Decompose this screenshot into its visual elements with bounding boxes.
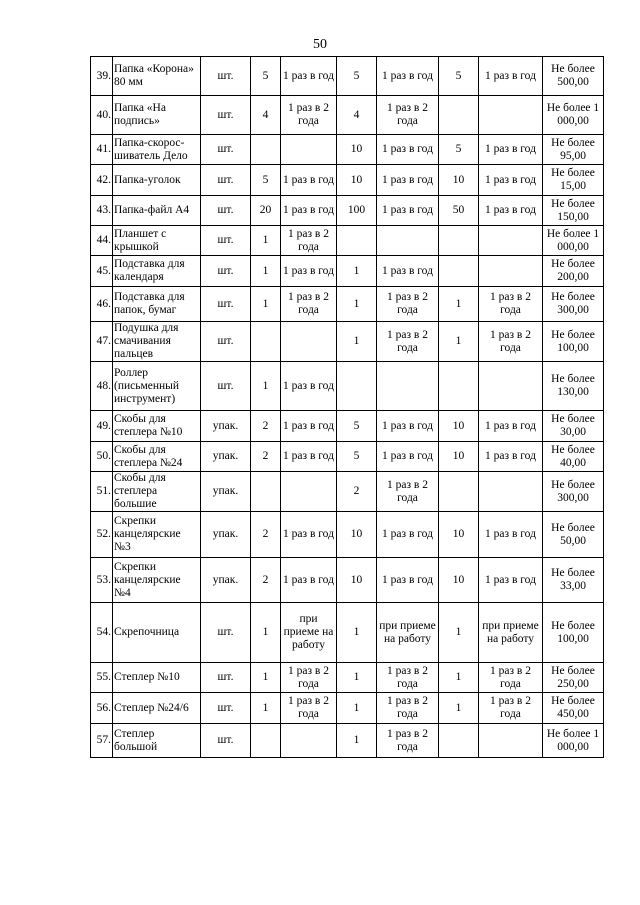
quantity-group-1: 5 [251,57,281,96]
item-name: Скрепки канцелярские №3 [113,512,201,558]
item-name: Скобы для степлера большие [113,472,201,512]
frequency-group-3: 1 раз в год [479,165,543,196]
table-row [91,603,604,663]
frequency-group-3 [479,362,543,411]
item-name: Степлер №24/6 [113,693,201,724]
quantity-group-2: 1 [337,322,377,362]
unit: шт. [201,322,251,362]
quantity-group-1: 5 [251,165,281,196]
quantity-group-3 [439,472,479,512]
quantity-group-2: 5 [337,411,377,442]
price-limit: Не более 1 000,00 [543,226,604,256]
frequency-group-1: 1 раз в год [281,558,337,603]
row-number: 43. [91,196,113,226]
frequency-group-1: 1 раз в 2 года [281,226,337,256]
quantity-group-3 [439,362,479,411]
table-row [91,287,604,322]
quantity-group-2 [337,226,377,256]
quantity-group-1: 1 [251,256,281,287]
frequency-group-1 [281,724,337,758]
item-name: Роллер (письменный инструмент) [113,362,201,411]
row-number: 56. [91,693,113,724]
row-number: 47. [91,322,113,362]
quantity-group-2: 5 [337,57,377,96]
unit: шт. [201,57,251,96]
item-name: Подушка для смачивания пальцев [113,322,201,362]
item-name: Папка-уголок [113,165,201,196]
quantity-group-3 [439,226,479,256]
frequency-group-2: 1 раз в 2 года [377,96,439,135]
row-number: 46. [91,287,113,322]
price-limit: Не более 33,00 [543,558,604,603]
price-limit: Не более 200,00 [543,256,604,287]
table-row [91,135,604,165]
frequency-group-2: 1 раз в год [377,57,439,96]
table-row [91,226,604,256]
quantity-group-3 [439,96,479,135]
price-limit: Не более 130,00 [543,362,604,411]
frequency-group-2 [377,362,439,411]
item-name: Степлер №10 [113,663,201,693]
frequency-group-2: 1 раз в 2 года [377,693,439,724]
frequency-group-1: 1 раз в год [281,512,337,558]
frequency-group-1 [281,472,337,512]
frequency-group-1: 1 раз в год [281,196,337,226]
frequency-group-1: 1 раз в 2 года [281,693,337,724]
quantity-group-1 [251,322,281,362]
price-limit: Не более 450,00 [543,693,604,724]
frequency-group-2: 1 раз в год [377,135,439,165]
quantity-group-1 [251,472,281,512]
item-name: Скрепки канцелярские №4 [113,558,201,603]
frequency-group-3 [479,724,543,758]
row-number: 40. [91,96,113,135]
quantity-group-1 [251,135,281,165]
frequency-group-3: 1 раз в год [479,196,543,226]
frequency-group-3: 1 раз в год [479,57,543,96]
quantity-group-1: 1 [251,693,281,724]
frequency-group-3: 1 раз в год [479,442,543,472]
frequency-group-1: 1 раз в год [281,165,337,196]
row-number: 54. [91,603,113,663]
quantity-group-3: 1 [439,322,479,362]
row-number: 52. [91,512,113,558]
row-number: 50. [91,442,113,472]
frequency-group-3: 1 раз в год [479,558,543,603]
row-number: 48. [91,362,113,411]
frequency-group-3 [479,256,543,287]
quantity-group-3 [439,256,479,287]
row-number: 45. [91,256,113,287]
quantity-group-2: 1 [337,256,377,287]
price-limit: Не более 30,00 [543,411,604,442]
table-row [91,442,604,472]
price-limit: Не более 40,00 [543,442,604,472]
item-name: Планшет с крышкой [113,226,201,256]
table-row [91,165,604,196]
quantity-group-1: 2 [251,558,281,603]
price-limit: Не более 300,00 [543,472,604,512]
unit: упак. [201,512,251,558]
item-name: Степлер большой [113,724,201,758]
unit: шт. [201,603,251,663]
quantity-group-1: 4 [251,96,281,135]
quantity-group-2: 5 [337,442,377,472]
quantity-group-3: 10 [439,411,479,442]
frequency-group-3: 1 раз в 2 года [479,663,543,693]
quantity-group-2 [337,362,377,411]
table-body [91,57,604,758]
quantity-group-2: 100 [337,196,377,226]
row-number: 39. [91,57,113,96]
frequency-group-3 [479,472,543,512]
quantity-group-1: 1 [251,603,281,663]
frequency-group-3: 1 раз в год [479,135,543,165]
row-number: 42. [91,165,113,196]
frequency-group-1: 1 раз в 2 года [281,287,337,322]
quantity-group-3: 10 [439,442,479,472]
item-name: Подставка для папок, бумаг [113,287,201,322]
price-limit: Не более 95,00 [543,135,604,165]
quantity-group-1 [251,724,281,758]
unit: шт. [201,226,251,256]
frequency-group-1: 1 раз в год [281,442,337,472]
page-number: 50 [313,37,327,52]
price-limit: Не более 300,00 [543,287,604,322]
frequency-group-3 [479,96,543,135]
frequency-group-1: 1 раз в 2 года [281,96,337,135]
quantity-group-2: 1 [337,724,377,758]
unit: упак. [201,411,251,442]
unit: шт. [201,96,251,135]
frequency-group-2: 1 раз в год [377,411,439,442]
price-limit: Не более 100,00 [543,322,604,362]
quantity-group-2: 1 [337,287,377,322]
table-row [91,724,604,758]
quantity-group-1: 1 [251,287,281,322]
quantity-group-2: 1 [337,693,377,724]
frequency-group-3: при приеме на работу [479,603,543,663]
quantity-group-3: 5 [439,135,479,165]
table-row [91,693,604,724]
quantity-group-3: 1 [439,693,479,724]
quantity-group-1: 20 [251,196,281,226]
quantity-group-1: 2 [251,442,281,472]
quantity-group-2: 10 [337,135,377,165]
quantity-group-3: 1 [439,287,479,322]
quantity-group-2: 2 [337,472,377,512]
price-limit: Не более 500,00 [543,57,604,96]
frequency-group-3: 1 раз в 2 года [479,287,543,322]
frequency-group-2 [377,226,439,256]
frequency-group-2: 1 раз в год [377,256,439,287]
quantity-group-2: 1 [337,603,377,663]
row-number: 53. [91,558,113,603]
frequency-group-2: при приеме на работу [377,603,439,663]
frequency-group-3: 1 раз в 2 года [479,322,543,362]
unit: шт. [201,165,251,196]
quantity-group-3: 1 [439,603,479,663]
frequency-group-3: 1 раз в год [479,512,543,558]
table-row [91,411,604,442]
table-row [91,362,604,411]
table-row [91,472,604,512]
frequency-group-1: 1 раз в год [281,411,337,442]
item-name: Папка-файл А4 [113,196,201,226]
row-number: 55. [91,663,113,693]
unit: упак. [201,472,251,512]
frequency-group-2: 1 раз в 2 года [377,724,439,758]
unit: шт. [201,663,251,693]
item-name: Папка «Корона» 80 мм [113,57,201,96]
unit: шт. [201,135,251,165]
supplies-table [90,56,604,758]
frequency-group-1: 1 раз в год [281,362,337,411]
table-row [91,512,604,558]
quantity-group-2: 10 [337,558,377,603]
table-row [91,256,604,287]
price-limit: Не более 1 000,00 [543,724,604,758]
quantity-group-1: 1 [251,226,281,256]
item-name: Скобы для степлера №24 [113,442,201,472]
table-row [91,57,604,96]
unit: шт. [201,256,251,287]
unit: шт. [201,362,251,411]
frequency-group-2: 1 раз в 2 года [377,663,439,693]
unit: шт. [201,287,251,322]
quantity-group-1: 2 [251,512,281,558]
frequency-group-1: 1 раз в 2 года [281,663,337,693]
item-name: Папка «На подпись» [113,96,201,135]
price-limit: Не более 1 000,00 [543,96,604,135]
row-number: 57. [91,724,113,758]
quantity-group-2: 1 [337,663,377,693]
frequency-group-3: 1 раз в год [479,411,543,442]
frequency-group-1: 1 раз в год [281,256,337,287]
table-row [91,558,604,603]
frequency-group-2: 1 раз в год [377,165,439,196]
frequency-group-1: при приеме на работу [281,603,337,663]
quantity-group-3: 10 [439,512,479,558]
quantity-group-3: 1 [439,663,479,693]
price-limit: Не более 150,00 [543,196,604,226]
quantity-group-1: 1 [251,663,281,693]
quantity-group-3 [439,724,479,758]
quantity-group-1: 1 [251,362,281,411]
price-limit: Не более 250,00 [543,663,604,693]
quantity-group-3: 50 [439,196,479,226]
quantity-group-1: 2 [251,411,281,442]
row-number: 49. [91,411,113,442]
frequency-group-3 [479,226,543,256]
table-row [91,322,604,362]
price-limit: Не более 15,00 [543,165,604,196]
frequency-group-3: 1 раз в 2 года [479,693,543,724]
quantity-group-3: 10 [439,558,479,603]
row-number: 51. [91,472,113,512]
frequency-group-2: 1 раз в год [377,196,439,226]
frequency-group-1: 1 раз в год [281,57,337,96]
quantity-group-2: 10 [337,512,377,558]
frequency-group-2: 1 раз в 2 года [377,322,439,362]
unit: упак. [201,442,251,472]
frequency-group-1 [281,135,337,165]
unit: шт. [201,693,251,724]
table-row [91,96,604,135]
price-limit: Не более 50,00 [543,512,604,558]
table-row [91,663,604,693]
quantity-group-2: 10 [337,165,377,196]
item-name: Папка-скорос-шиватель Дело [113,135,201,165]
unit: упак. [201,558,251,603]
item-name: Скрепочница [113,603,201,663]
unit: шт. [201,724,251,758]
frequency-group-1 [281,322,337,362]
frequency-group-2: 1 раз в 2 года [377,472,439,512]
quantity-group-2: 4 [337,96,377,135]
item-name: Подставка для календаря [113,256,201,287]
row-number: 41. [91,135,113,165]
quantity-group-3: 5 [439,57,479,96]
row-number: 44. [91,226,113,256]
table-row [91,196,604,226]
quantity-group-3: 10 [439,165,479,196]
price-limit: Не более 100,00 [543,603,604,663]
frequency-group-2: 1 раз в год [377,512,439,558]
item-name: Скобы для степлера №10 [113,411,201,442]
frequency-group-2: 1 раз в год [377,442,439,472]
unit: шт. [201,196,251,226]
frequency-group-2: 1 раз в 2 года [377,287,439,322]
frequency-group-2: 1 раз в год [377,558,439,603]
